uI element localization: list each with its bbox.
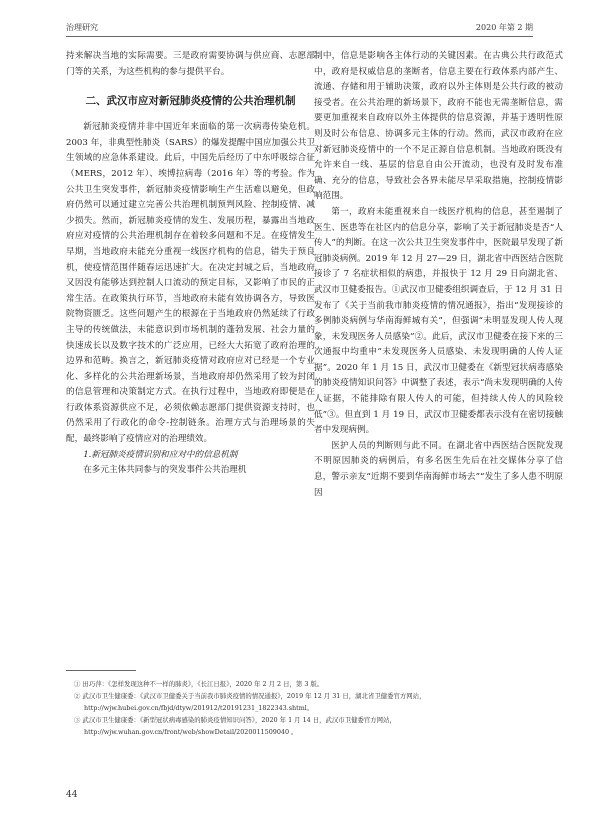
paragraph: 新冠肺炎疫情并非中国近年来面临的第一次病毒传染危机。2003 年，非典型性肺炎（SARS）的爆发提醒中国应加强公共卫生领域的应急体系建设。此后，中国先后经历了中东呼吸综合征（MERS，2012 年）、埃博拉病毒（2016 年）等的考验。作为公共卫生突发事件，新冠肺炎疫情影响生产生活难以避免，但政府仍然可以通过建立完善公共治理机制预判风险、控制疫情、减少损失。然而，新冠肺炎疫情的发生、发展历程，暴露出当地政府应对疫情的公共治理机制存在着较多问题和不足。在疫情发生早期，当地政府未能充分重视一线医疗机构的信息，错失于预良机，使疫情范围伴随春运迅速扩大。在决定封城之后，当地政府又因没有能够达到控制人口流动的预定目标，又影响了市民的正常生活。在政策执行环节，当地政府未能有效协调各方，导致医院物资匮乏。这些问题产生的根源在于当地政府仍然延续了行政主导的传统做法，未能意识到市场机制的蓬勃发展、社会力量的快速成长以及数字技术的广泛应用，已经大大拓宽了政府治理的边界和范畴。换言之，新冠肺炎疫情对政府应对已经是一个专业化、多样化的公共治理新场景，当地政府却仍然采用了较为封闭的信息管理和决策制定方式。在执行过程中，当地政府即便是在行政体系资源供应不足，必须依赖志愿部门提供资源支持时，也仍然采用了行政化的命令-控制链条。治理方式与治理场景的失配，最终影响了疫情应对的治理绩效。: [66, 122, 315, 445]
right-column: [314, 49, 563, 501]
subsection-heading: 1.新冠肺炎疫情识别和应对中的信息机制: [83, 449, 238, 460]
page-number: 44: [66, 790, 78, 800]
footnote: ① 田巧萍：《怎样发现这种不一样的肺炎》，《长江日报》，2020 年 2 月 2 日，第 3 版。: [74, 680, 324, 688]
paragraph: 医护人员的判断则与此不同。在湖北省中西医结合医院发现不明原因肺炎的病例后，有多名医生先后在社交媒体分享了信息，警示亲友“近期不要到华南海鲜市场去”“发生了多人患不明原因: [314, 440, 563, 498]
paragraph: 第一，政府未能重视来自一线医疗机构的信息，甚至遏制了医生、医患等在社区内的信息分享，影响了关于新冠肺炎是否“人传人”的判断。在这一次公共卫生突发事件中，医院最早发现了新冠肺炎病例。2019 年 12 月 27—29 日，湖北省中西医结合医院接诊了 7 名症状相似的病患，并报快于 12 月 29 日向湖北省、武汉市卫健委报告。①武汉市卫健委组织调查后，于 12 月 31 日发布了《关于当前我市肺炎疫情的情况通报》，指出“发现接诊的多例肺炎病例与华南海鲜城有关”，但强调“未明显发现人传人现象，未发现医务人员感染”②。此后，武汉市卫健委在接下来的三次通报中均重申“未发现医务人员感染、未发现明确的人传人证据”。2020 年 1 月 15 日，武汉市卫健委在《新型冠状病毒感染的肺炎疫情知识问答》中调整了表述，表示“尚未发现明确的人传人证据，不能排除有限人传人的可能，但持续人传人的风险较低”③。但直到 1 月 19 日，武汉市卫健委都表示没有在密切接触者中发现病例。: [314, 206, 563, 436]
left-column: [66, 49, 315, 479]
issue-label: 2020 年第 2 期: [475, 23, 533, 32]
footnote: ③ 武汉市卫生健康委：《新型冠状病毒感染的肺炎疫情知识问答》，2020 年 1 月 14 日，武汉市卫健委官方网站，http://wjw.wuhan.gov.cn/front/web/showDetail/2020011509040 。: [74, 716, 396, 736]
paragraph: 在多元主体共同参与的突发事件公共治理机: [83, 465, 247, 476]
paragraph-continued: 持来解决当地的实际需要。三是政府需要协调与供应商、志愿部门等的关系，为这些机构的参与提供平台。: [66, 51, 315, 77]
journal-name: 治理研究: [66, 23, 98, 32]
footnote-divider: [66, 670, 136, 671]
header-divider: [66, 36, 533, 37]
footnotes: [66, 678, 534, 738]
section-heading: 二、武汉市应对新冠肺炎疫情的公共治理机制: [85, 95, 296, 108]
paragraph-continued: 制中，信息是影响各主体行动的关键因素。在古典公共行政范式中，政府是权威信息的垄断者，信息主要在行政体系内部产生、流通、存储和用于辅助决策，政府以外主体则是公共行政的被动接受者。在公共治理的新场景下，政府不能也无需垄断信息，需要更加重视来自政府以外主体提供的信息资源，并基于透明性原则及时公布信息、协调多元主体的行动。然而，武汉市政府在应对新冠肺炎疫情中的一个不足正源自信息机制。当地政府既没有允许来自一线、基层的信息自由公开流动，也没有及时发布准确、充分的信息，导致社会各界未能尽早采取措施，控制疫情影响范围。: [314, 51, 563, 202]
footnote: ② 武汉市卫生健康委：《武汉市卫健委关于当前我市肺炎疫情的情况通报》，2019 年 12 月 31 日，湖北省卫健委官方网站，http://wjw.hubei.gov.cn/fbjd/dtyw/201912/t20191231_1822343.shtml。: [74, 692, 426, 712]
